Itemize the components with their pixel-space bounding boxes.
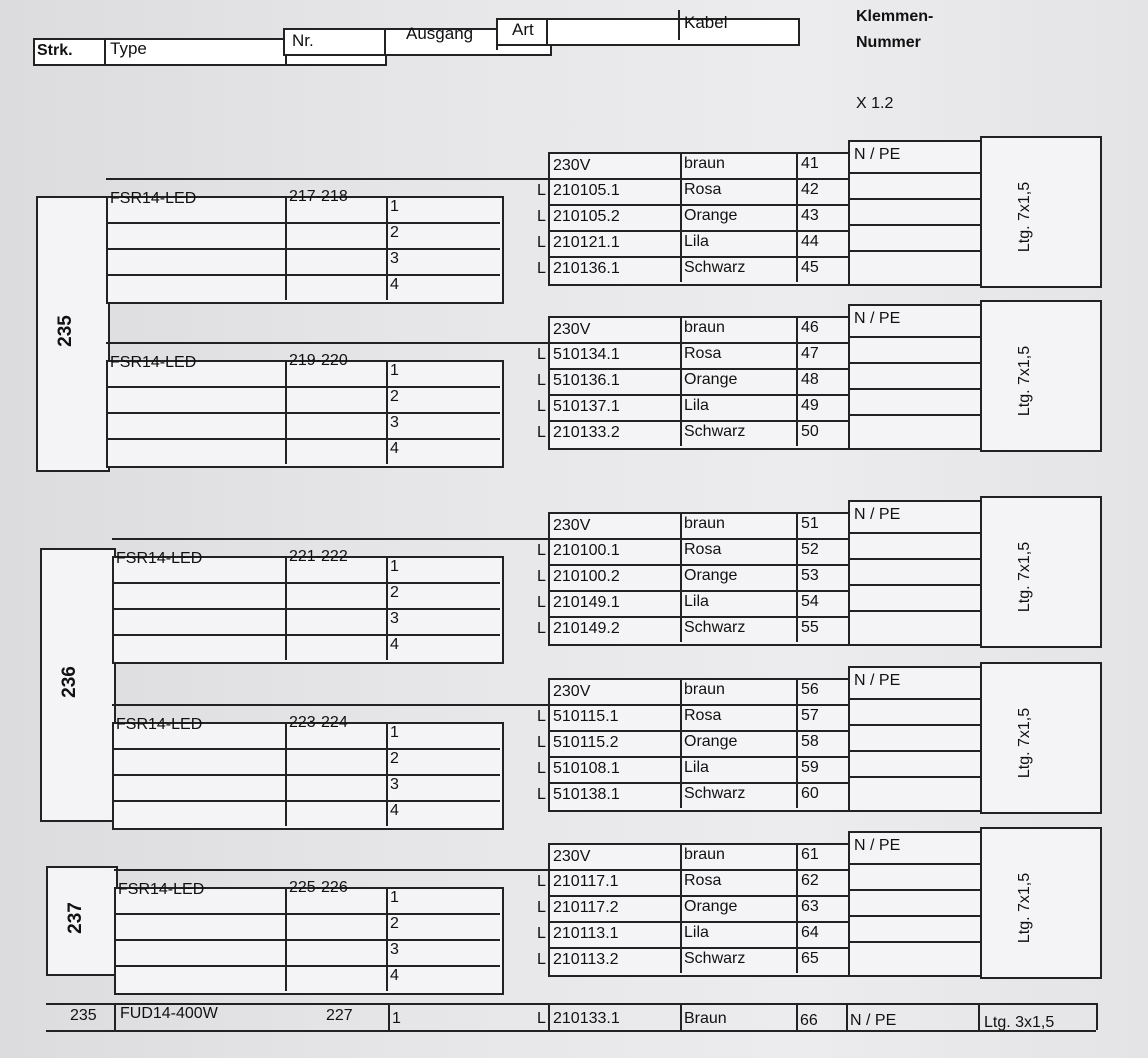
row-line	[848, 414, 980, 416]
row-line	[548, 204, 848, 206]
ltg-label: Ltg. 7x1,5	[1016, 181, 1034, 253]
output-number: 1	[390, 558, 399, 575]
output-table	[112, 556, 504, 664]
art-number: 210149.1	[553, 594, 620, 611]
type-value: FSR14-LED	[116, 716, 203, 733]
row-line	[548, 342, 848, 344]
type-value: FSR14-LED	[118, 881, 205, 898]
header-nr: Nr.	[292, 31, 314, 50]
ltg-label: Ltg. 7x1,5	[1016, 541, 1034, 613]
header-ausgang: Ausgang	[406, 24, 474, 43]
l-mark: L	[537, 734, 546, 751]
terminal-number: 46	[801, 319, 819, 336]
supply-voltage: 230V	[553, 848, 591, 865]
row-line	[114, 939, 500, 941]
row-line	[848, 724, 980, 726]
header-divider	[546, 18, 548, 46]
cable-color: Orange	[684, 207, 738, 224]
type-value: FSR14-LED	[110, 190, 197, 207]
l-mark: L	[537, 398, 546, 415]
row-line	[848, 610, 980, 612]
col-line	[796, 512, 798, 642]
cable-color: Rosa	[684, 181, 722, 198]
cable-color: braun	[684, 155, 725, 172]
terminal-number: 54	[801, 593, 819, 610]
row-line	[848, 224, 980, 226]
col-line	[386, 722, 388, 826]
l-mark: L	[537, 372, 546, 389]
l-mark: L	[537, 786, 546, 803]
row-line	[848, 336, 980, 338]
output-number: 2	[390, 224, 399, 241]
art-number: 510137.1	[553, 398, 620, 415]
col-line	[796, 678, 798, 808]
row-line	[548, 564, 848, 566]
output-number: 1	[390, 724, 399, 741]
row-line	[548, 394, 848, 396]
npe-label: N / PE	[854, 146, 901, 163]
cable-color: Schwarz	[684, 619, 746, 636]
l-mark: L	[537, 208, 546, 225]
row-line	[848, 558, 980, 560]
cable-color: braun	[684, 319, 725, 336]
cable-color: Rosa	[684, 707, 722, 724]
ltg-box	[980, 662, 1102, 814]
col-line	[114, 1003, 116, 1030]
terminal-number: 62	[801, 872, 819, 889]
last-row-kabel: Braun	[684, 1010, 727, 1027]
cable-color: Lila	[684, 924, 709, 941]
nr-value: 219-220	[289, 352, 348, 369]
output-number: 3	[390, 776, 399, 793]
l-mark: L	[537, 182, 546, 199]
npe-label: N / PE	[854, 310, 901, 327]
row-line	[548, 782, 848, 784]
terminal-number: 44	[801, 233, 819, 250]
art-number: 510134.1	[553, 346, 620, 363]
row-line	[106, 386, 500, 388]
last-row-npe: N / PE	[850, 1012, 897, 1029]
l-mark: L	[537, 951, 546, 968]
row-line	[848, 698, 980, 700]
row-line	[548, 756, 848, 758]
row-line	[548, 230, 848, 232]
art-number: 210136.1	[553, 260, 620, 277]
output-table	[106, 360, 504, 468]
last-row-klemme: 66	[800, 1012, 818, 1029]
supply-voltage: 230V	[553, 517, 591, 534]
supply-voltage: 230V	[553, 157, 591, 174]
art-number: 210100.1	[553, 542, 620, 559]
header-klemmen-line2: Nummer	[856, 34, 921, 51]
cable-color: Lila	[684, 759, 709, 776]
art-number: 210113.2	[553, 951, 619, 968]
header-strk: Strk.	[37, 42, 73, 59]
terminal-number: 50	[801, 423, 819, 440]
col-line	[680, 678, 682, 808]
col-line	[386, 360, 388, 464]
ltg-box	[980, 496, 1102, 648]
ltg-box	[980, 300, 1102, 452]
col-line	[285, 556, 287, 660]
cable-color: Orange	[684, 898, 738, 915]
ltg-label: Ltg. 7x1,5	[1016, 345, 1034, 417]
nr-value: 217-218	[289, 188, 348, 205]
output-table	[114, 887, 504, 995]
art-number: 510108.1	[553, 760, 620, 777]
l-mark: L	[537, 620, 546, 637]
row-line	[548, 178, 848, 180]
art-number: 210121.1	[553, 234, 620, 251]
cable-color: Schwarz	[684, 785, 746, 802]
art-number: 210117.1	[553, 873, 619, 890]
l-mark: L	[537, 708, 546, 725]
row-line	[548, 616, 848, 618]
cable-color: braun	[684, 681, 725, 698]
art-number: 510138.1	[553, 786, 620, 803]
terminal-number: 45	[801, 259, 819, 276]
nr-value: 221-222	[289, 548, 348, 565]
supply-voltage: 230V	[553, 321, 591, 338]
row-line	[106, 438, 500, 440]
row-line	[112, 634, 500, 636]
ltg-box	[980, 827, 1102, 979]
row-line	[106, 248, 500, 250]
row-line	[548, 420, 848, 422]
output-number: 1	[390, 198, 399, 215]
terminal-number: 58	[801, 733, 819, 750]
col-line	[285, 722, 287, 826]
last-row-art: 210133.1	[553, 1010, 620, 1027]
row-line	[548, 368, 848, 370]
nr-value: 223-224	[289, 714, 348, 731]
row-line	[548, 895, 848, 897]
type-value: FSR14-LED	[110, 354, 197, 371]
cable-color: braun	[684, 515, 725, 532]
terminal-number: 65	[801, 950, 819, 967]
row-line	[848, 915, 980, 917]
last-row-strk: 235	[70, 1007, 97, 1024]
art-number: 210105.1	[553, 182, 620, 199]
col-line	[978, 1003, 980, 1030]
terminal-number: 53	[801, 567, 819, 584]
l-mark: L	[537, 925, 546, 942]
row-line	[848, 362, 980, 364]
l-mark: L	[537, 260, 546, 277]
output-number: 4	[390, 440, 399, 457]
row-line	[548, 730, 848, 732]
terminal-number: 43	[801, 207, 819, 224]
header-divider	[678, 10, 680, 40]
output-number: 2	[390, 915, 399, 932]
output-number: 1	[390, 889, 399, 906]
strk-label: 235	[54, 315, 76, 347]
row-line	[548, 538, 848, 540]
art-number: 210113.1	[553, 925, 619, 942]
npe-label: N / PE	[854, 506, 901, 523]
cable-color: Orange	[684, 567, 738, 584]
row-line	[112, 748, 500, 750]
header-type: Type	[110, 39, 147, 58]
l-mark: L	[537, 1010, 546, 1027]
header-kabel: Kabel	[684, 13, 728, 32]
output-number: 3	[390, 250, 399, 267]
row-line	[112, 582, 500, 584]
col-line	[680, 152, 682, 282]
terminal-number: 49	[801, 397, 819, 414]
row-line	[112, 774, 500, 776]
col-line	[846, 1003, 848, 1030]
cable-color: Lila	[684, 397, 709, 414]
terminal-number: 51	[801, 515, 819, 532]
cable-color: Orange	[684, 733, 738, 750]
last-row-rule	[46, 1030, 1096, 1032]
l-mark: L	[537, 873, 546, 890]
header-divider	[384, 28, 386, 54]
l-mark: L	[537, 899, 546, 916]
output-number: 1	[390, 362, 399, 379]
row-line	[548, 947, 848, 949]
cable-color: Lila	[684, 593, 709, 610]
cable-color: Rosa	[684, 541, 722, 558]
terminal-number: 47	[801, 345, 819, 362]
header-divider	[104, 38, 106, 66]
row-line	[848, 172, 980, 174]
terminal-number: 57	[801, 707, 819, 724]
terminal-number: 41	[801, 155, 819, 172]
row-line	[848, 776, 980, 778]
cable-color: braun	[684, 846, 725, 863]
output-table	[106, 196, 504, 304]
output-number: 3	[390, 941, 399, 958]
header-art: Art	[512, 20, 534, 39]
last-row-output: 1	[392, 1010, 401, 1027]
header-bar-right	[496, 18, 800, 46]
output-number: 4	[390, 967, 399, 984]
art-number: 510115.2	[553, 734, 619, 751]
col-line	[796, 152, 798, 282]
col-line	[388, 1003, 390, 1030]
cable-color: Schwarz	[684, 423, 746, 440]
cable-color: Schwarz	[684, 950, 746, 967]
ltg-label: Ltg. 7x1,5	[1016, 872, 1034, 944]
row-line	[106, 222, 500, 224]
row-line	[112, 608, 500, 610]
output-number: 2	[390, 388, 399, 405]
col-line	[285, 887, 287, 991]
col-line	[548, 1003, 550, 1030]
npe-label: N / PE	[854, 672, 901, 689]
ltg-label: Ltg. 7x1,5	[1016, 707, 1034, 779]
terminal-number: 59	[801, 759, 819, 776]
output-number: 2	[390, 750, 399, 767]
cable-color: Rosa	[684, 345, 722, 362]
row-line	[848, 250, 980, 252]
art-number: 210117.2	[553, 899, 619, 916]
terminal-number: 52	[801, 541, 819, 558]
terminal-number: 48	[801, 371, 819, 388]
col-line	[680, 512, 682, 642]
cable-color: Rosa	[684, 872, 722, 889]
output-table	[112, 722, 504, 830]
col-line	[680, 316, 682, 446]
strk-label: 237	[64, 902, 86, 934]
col-line	[386, 887, 388, 991]
output-number: 2	[390, 584, 399, 601]
cable-color: Orange	[684, 371, 738, 388]
row-line	[848, 863, 980, 865]
l-mark: L	[537, 760, 546, 777]
l-mark: L	[537, 424, 546, 441]
last-row-nr: 227	[326, 1007, 353, 1024]
row-line	[848, 388, 980, 390]
supply-voltage: 230V	[553, 683, 591, 700]
cable-color: Lila	[684, 233, 709, 250]
header-x-label: X 1.2	[856, 95, 894, 112]
header-klemmen-line1: Klemmen-	[856, 8, 934, 25]
output-number: 4	[390, 636, 399, 653]
output-number: 4	[390, 802, 399, 819]
col-line	[796, 843, 798, 973]
row-line	[106, 274, 500, 276]
col-line	[796, 316, 798, 446]
l-mark: L	[537, 234, 546, 251]
art-number: 210100.2	[553, 568, 620, 585]
l-mark: L	[537, 346, 546, 363]
row-line	[848, 750, 980, 752]
art-number: 210133.2	[553, 424, 620, 441]
art-number: 210149.2	[553, 620, 620, 637]
art-number: 510115.1	[553, 708, 619, 725]
terminal-number: 56	[801, 681, 819, 698]
art-number: 510136.1	[553, 372, 620, 389]
l-mark: L	[537, 568, 546, 585]
ltg-box	[980, 136, 1102, 288]
col-line	[796, 1003, 798, 1030]
row-line	[848, 532, 980, 534]
col-line	[386, 556, 388, 660]
terminal-number: 64	[801, 924, 819, 941]
row-line	[548, 704, 848, 706]
nr-value: 225-226	[289, 879, 348, 896]
row-line	[548, 921, 848, 923]
terminal-number: 60	[801, 785, 819, 802]
npe-label: N / PE	[854, 837, 901, 854]
row-line	[548, 256, 848, 258]
output-number: 3	[390, 610, 399, 627]
type-value: FSR14-LED	[116, 550, 203, 567]
terminal-number: 63	[801, 898, 819, 915]
col-line	[285, 196, 287, 300]
col-line	[386, 196, 388, 300]
col-line	[680, 1003, 682, 1030]
last-row-ltg: Ltg. 3x1,5	[984, 1014, 1055, 1031]
cable-color: Schwarz	[684, 259, 746, 276]
row-line	[112, 800, 500, 802]
last-row-type: FUD14-400W	[120, 1005, 218, 1022]
row-line	[848, 889, 980, 891]
row-line	[548, 869, 848, 871]
art-number: 210105.2	[553, 208, 620, 225]
row-line	[114, 913, 500, 915]
l-mark: L	[537, 542, 546, 559]
output-number: 4	[390, 276, 399, 293]
col-line	[680, 843, 682, 973]
terminal-number: 55	[801, 619, 819, 636]
row-line	[548, 590, 848, 592]
row-line	[106, 412, 500, 414]
row-line	[848, 198, 980, 200]
terminal-number: 61	[801, 846, 819, 863]
strk-label: 236	[58, 666, 80, 698]
row-line	[848, 584, 980, 586]
col-line	[1096, 1003, 1098, 1030]
row-line	[114, 965, 500, 967]
col-line	[285, 360, 287, 464]
row-line	[848, 941, 980, 943]
terminal-number: 42	[801, 181, 819, 198]
output-number: 3	[390, 414, 399, 431]
l-mark: L	[537, 594, 546, 611]
